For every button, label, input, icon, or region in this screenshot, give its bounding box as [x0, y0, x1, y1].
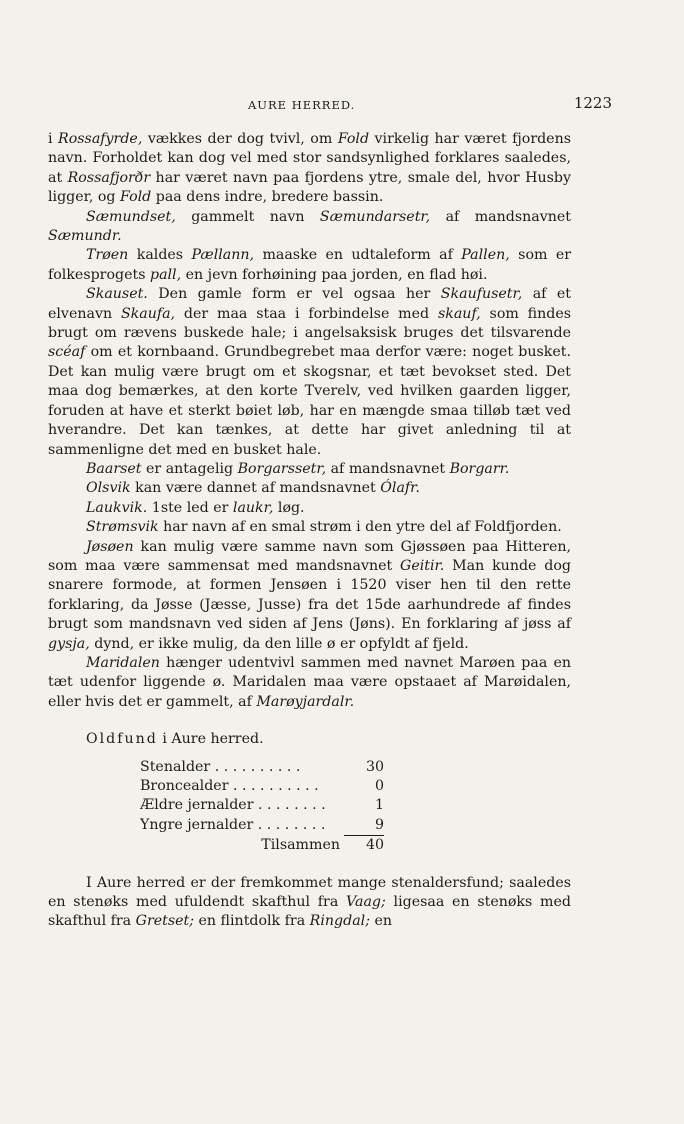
paragraph-segment: Fold	[120, 189, 152, 206]
running-title: AURE HERRED.	[248, 98, 356, 112]
page-number: 1223	[573, 94, 612, 112]
closing-segment: Gretset;	[135, 913, 194, 930]
closing-segment: ligesaa en stenøks med skafthul fra	[48, 894, 571, 930]
paragraph-segment: laukr,	[232, 499, 274, 516]
paragraph-segment: løg.	[273, 499, 305, 516]
finds-row	[140, 816, 384, 836]
paragraph-segment: har været navn paa fjordens ytre, smale del, hvor Husby ligger, og	[48, 169, 572, 206]
paragraph-segment: kaldes	[128, 247, 192, 264]
paragraph	[48, 538, 571, 654]
paragraph-segment: kan mulig være samme navn som Gjøssøen paa Hitteren, som maa være sammensat med mandsnavnet	[48, 538, 571, 574]
paragraph	[48, 499, 571, 518]
paragraph-segment: om et kornbaand. Grundbegrebet maa derfor være: noget busket. Det kan mulig være brugt om et skogsnar, et tæt bevokset sted. Det maa dog bemærkes, at den korte Tverelv, ved hvilken gaarden ligger, foruden at have et sterkt bøiet løb, har en mængde smaa tilløb tæt ved hverandre. Det kan tænkes, at dette har givet anledning til at sammenligne det med en busket hale.	[48, 344, 571, 458]
paragraph-segment: 1ste led er	[147, 499, 233, 516]
closing-segment: en	[369, 913, 393, 930]
paragraph	[48, 518, 571, 537]
paragraph-segment: Fold	[337, 131, 370, 147]
finds-row	[140, 758, 384, 777]
page-header	[48, 94, 612, 116]
paragraph-segment: Borgarssetr,	[237, 460, 327, 477]
paragraph-segment: Strømsvik	[86, 519, 159, 536]
finds-total-row	[140, 836, 384, 856]
paragraph-segment: en jevn forhøining paa jorden, en flad høi.	[181, 266, 488, 283]
finds-row	[140, 777, 384, 796]
finds-row-value: 30	[365, 758, 384, 775]
paragraph-segment: gysja,	[48, 635, 90, 652]
paragraph-segment: som er folkesprogets	[48, 247, 572, 283]
paragraph-segment: af et elvenavn	[48, 286, 571, 322]
paragraph-segment: i	[48, 131, 59, 147]
paragraph-segment: virkelig har været fjordens navn. Forholdet kan dog vel med stor sandsynlighed forklares saaledes, at	[48, 131, 571, 186]
finds-row-label: Stenalder . . . . . . . . . .	[140, 758, 301, 775]
paragraph-segment: Skaufusetr,	[440, 286, 523, 303]
paragraph-segment: af mandsnavnet	[430, 208, 571, 225]
paragraph-segment: Ólafr.	[380, 480, 420, 497]
paragraph-segment: Man kunde dog snarere formode, at formen Jensøen i 1520 viser hen til den rette forklaring, da Jøsse (Jæsse, Jusse) fra det 15de aarhundrede af findes brugt som mandsnavn ved siden af Jens (Jøns). En forklaring af jøss af	[48, 557, 571, 633]
place-name-entries	[48, 130, 571, 712]
paragraph-segment: paa dens indre, bredere bassin.	[151, 189, 384, 206]
paragraph-segment: Borgarr.	[449, 460, 510, 477]
paragraph-segment: pall,	[149, 266, 182, 283]
paragraph-segment: Trøen	[86, 247, 129, 264]
closing-segment: en flintdolk fra	[194, 913, 310, 930]
closing-segment: Ringdal;	[309, 913, 370, 930]
paragraph	[48, 130, 571, 208]
paragraph-segment: Den gamle form er vel ogsaa her	[147, 286, 441, 303]
closing-segment: Vaag;	[346, 894, 386, 911]
paragraph-segment: Maridalen	[86, 654, 160, 671]
paragraph-segment: af mandsnavnet	[326, 460, 450, 477]
finds-heading-spaced: Oldfund	[86, 731, 158, 748]
paragraph-segment: Pællann,	[191, 247, 255, 264]
paragraph-segment: som findes brugt om rævens buskede hale; i angelsaksisk bruges det tilsvarende	[48, 305, 572, 342]
paragraph-segment: kan være dannet af mandsnavnet	[130, 480, 381, 497]
closing-paragraph	[48, 874, 571, 932]
paragraph-segment: dynd, er ikke mulig, da den lille ø er opfyldt af fjeld.	[89, 635, 469, 652]
paragraph-segment: skauf,	[437, 305, 481, 322]
finds-row	[140, 796, 384, 815]
paragraph	[48, 460, 571, 479]
finds-row-value: 1	[374, 797, 384, 814]
paragraph-segment: Laukvik.	[86, 499, 148, 516]
paragraph-segment: er antagelig	[141, 460, 238, 477]
paragraph	[48, 654, 571, 712]
paragraph-segment: Baarset	[86, 460, 142, 477]
finds-table	[140, 758, 384, 856]
paragraph-segment: Rossafyrde,	[58, 131, 143, 147]
paragraph-segment: Jøsøen	[86, 538, 134, 555]
finds-total-value: 40	[365, 837, 384, 854]
paragraph	[48, 479, 571, 498]
paragraph-segment: Pallen,	[461, 247, 510, 264]
paragraph-segment: Marøyjardalr.	[256, 693, 355, 710]
finds-heading-rest: i Aure herred.	[157, 731, 264, 748]
finds-heading	[86, 730, 571, 749]
paragraph-segment: Sæmundr.	[48, 228, 122, 245]
finds-total-label: Tilsammen	[261, 837, 340, 854]
paragraph-segment: Olsvik	[86, 480, 131, 497]
finds-row-label: Yngre jernalder . . . . . . . .	[140, 817, 326, 834]
paragraph-segment: vækkes der dog tvivl, om	[142, 131, 338, 147]
paragraph-segment: Sæmundarsetr,	[319, 208, 431, 225]
paragraph-segment: Skaufa,	[120, 305, 176, 322]
paragraph-segment: maaske en udtaleform af	[254, 247, 462, 264]
paragraph	[48, 208, 571, 247]
paragraph-segment: gammelt navn	[175, 208, 320, 225]
finds-row-label: Ældre jernalder . . . . . . . .	[140, 797, 326, 814]
paragraph-segment: har navn af en smal strøm i den ytre del af Foldfjorden.	[158, 519, 562, 536]
paragraph	[48, 285, 571, 460]
paragraph-segment: hænger udentvivl sammen med navnet Marøen paa en tæt udenfor liggende ø. Maridalen maa være opstaaet af Marøidalen, eller hvis det er gammelt, af	[48, 654, 571, 710]
paragraph-segment: Sæmundset,	[86, 208, 176, 225]
paragraph-segment: Skauset.	[86, 286, 148, 303]
paragraph-segment: scéaf	[48, 344, 86, 361]
finds-row-value: 0	[374, 778, 384, 794]
paragraph-segment: der maa staa i forbindelse med	[175, 305, 438, 322]
finds-row-label: Broncealder . . . . . . . . . .	[140, 778, 319, 794]
finds-row-value: 9	[344, 816, 384, 836]
body-text	[48, 130, 571, 932]
paragraph	[48, 246, 571, 285]
paragraph-segment: Geitir.	[400, 557, 445, 574]
paragraph-segment: Rossafjorðr	[67, 169, 151, 186]
closing-segment: I Aure herred er der fremkommet mange stenaldersfund; saaledes en stenøks med ufuldendt skafthul fra	[48, 874, 571, 911]
